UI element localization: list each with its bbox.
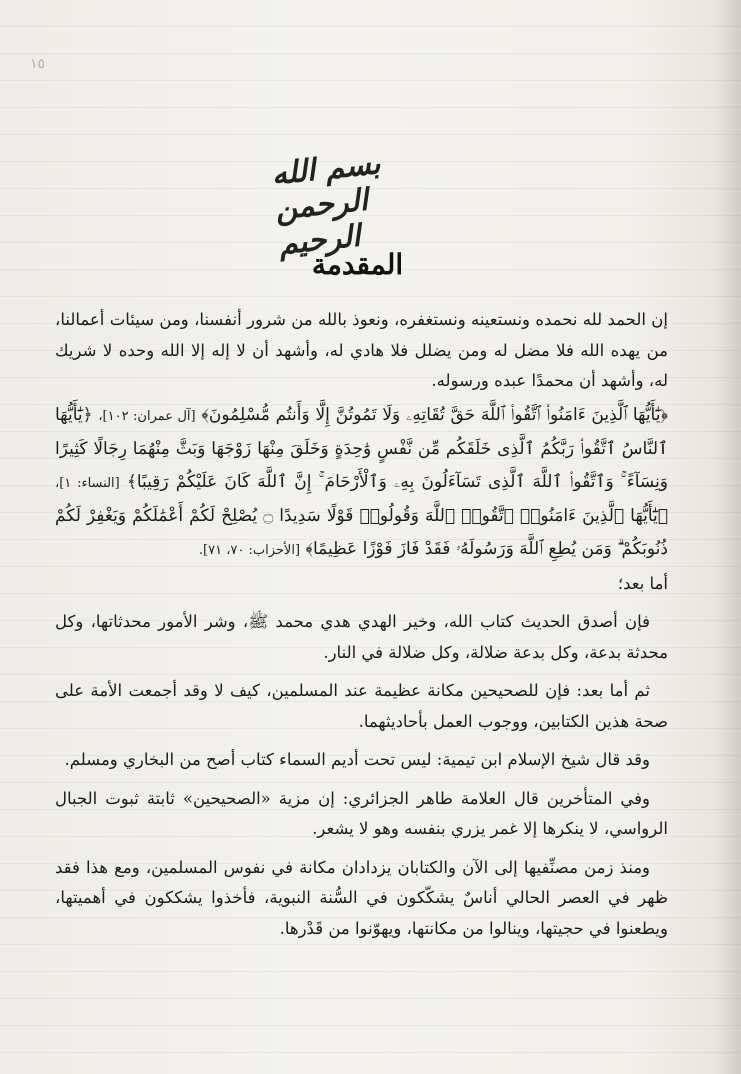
quran-verse-3: ﴿يَٰٓأَيُّهَا ٱلَّذِينَ ءَامَنُوا۟ ٱتَّقُوا۟ ٱللَّهَ وَقُولُوا۟ قَوْلًا سَدِيدًا ۝ يُصْلِحْ لَكُمْ أَعْمَٰلَكُمْ وَيَغْفِرْ لَكُمْ ذُنُوبَكُمْ ۗ وَمَن يُطِعِ ٱللَّهَ وَرَسُولَهُۥ فَقَدْ فَازَ فَوْزًا عَظِيمًا﴾ bbox=[55, 505, 668, 559]
verse-reference-1: [آل عمران: ١٠٢]، bbox=[98, 408, 196, 424]
quran-verse-2: ﴿يَٰٓأَيُّهَا ٱلنَّاسُ ٱتَّقُوا۟ رَبَّكُمُ ٱلَّذِى خَلَقَكُم مِّن نَّفْسٍ وَٰحِدَةٍ وَخَلَقَ مِنْهَا زَوْجَهَا وَبَثَّ مِنْهُمَا رِجَالًا كَثِيرًا وَنِسَآءً ۚ وَٱتَّقُوا۟ ٱللَّهَ ٱلَّذِى تَسَآءَلُونَ بِهِۦ وَٱلْأَرْحَامَ ۚ إِنَّ ٱللَّهَ كَانَ عَلَيْكُمْ رَقِيبًا﴾ bbox=[55, 404, 669, 492]
paragraph-sahihayn: ثم أما بعد: فإن للصحيحين مكانة عظيمة عند المسلمين، كيف لا وقد أجمعت الأمة على صحة هذين الكتابين، ووجوب العمل بأحاديثهما. bbox=[55, 681, 668, 731]
paragraph-ibn-taymiyyah: وقد قال شيخ الإسلام ابن تيمية: ليس تحت أديم السماء كتاب أصح من البخاري ومسلم. bbox=[64, 750, 650, 769]
page-gutter-shadow bbox=[715, 0, 741, 1074]
opening-paragraph: إن الحمد لله نحمده ونستعينه ونستغفره، ونعوذ بالله من شرور أنفسنا، ومن سيئات أعمالنا، من يهده الله فلا مضل له ومن يضلل فلا هادي له، وأشهد أن لا إله إلا الله وحده لا شريك له، وأشهد أن محمدًا عبده ورسوله. bbox=[55, 310, 668, 390]
quran-verses-block bbox=[55, 399, 668, 567]
paragraph-jazairi: وفي المتأخرين قال العلامة طاهر الجزائري: إن مزية «الصحيحين» ثابتة ثبوت الجبال الرواسي، لا ينكرها إلا غمر يزري بنفسه وهو لا يشعر. bbox=[55, 788, 668, 838]
section-heading bbox=[0, 248, 741, 281]
verse-reference-3: [الأحزاب: ٧٠، ٧١]. bbox=[198, 542, 301, 558]
paragraph-modern-doubts: ومنذ زمن مصنِّفيها إلى الآن والكتابان يزدادان مكانة في نفوس المسلمين، ومع هذا فقد ظهر في العصر الحالي أناسٌ يشكّكون في السُّنة النبوية، فأخذوا يشككون في أهميتها، ويطعنوا في حجيتها، وينالوا من مكانتها، ويهوّنوا من قَدْرها. bbox=[55, 857, 668, 938]
section-heading-text: المقدمة bbox=[311, 248, 404, 281]
basmala-calligraphy: بسم الله الرحمن الرحيم bbox=[269, 145, 382, 262]
page-number: ١٥ bbox=[30, 56, 46, 72]
quran-verse-1: ﴿يَٰٓأَيُّهَا ٱلَّذِينَ ءَامَنُوا۟ ٱتَّقُوا۟ ٱللَّهَ حَقَّ تُقَاتِهِۦ وَلَا تَمُوتُنَّ إِلَّا وَأَنتُم مُّسْلِمُونَ﴾ bbox=[201, 404, 669, 425]
amma-baad-line: أما بعد؛ bbox=[617, 573, 668, 593]
verse-reference-2: [النساء: ١]، bbox=[55, 475, 120, 491]
paragraph-hadith: فإن أصدق الحديث كتاب الله، وخير الهدي هدي محمد ﷺ، وشر الأمور محدثاتها، وكل محدثة بدعة، وكل بدعة ضلالة، وكل ضلالة في النار. bbox=[55, 612, 668, 662]
body-text bbox=[55, 305, 668, 944]
